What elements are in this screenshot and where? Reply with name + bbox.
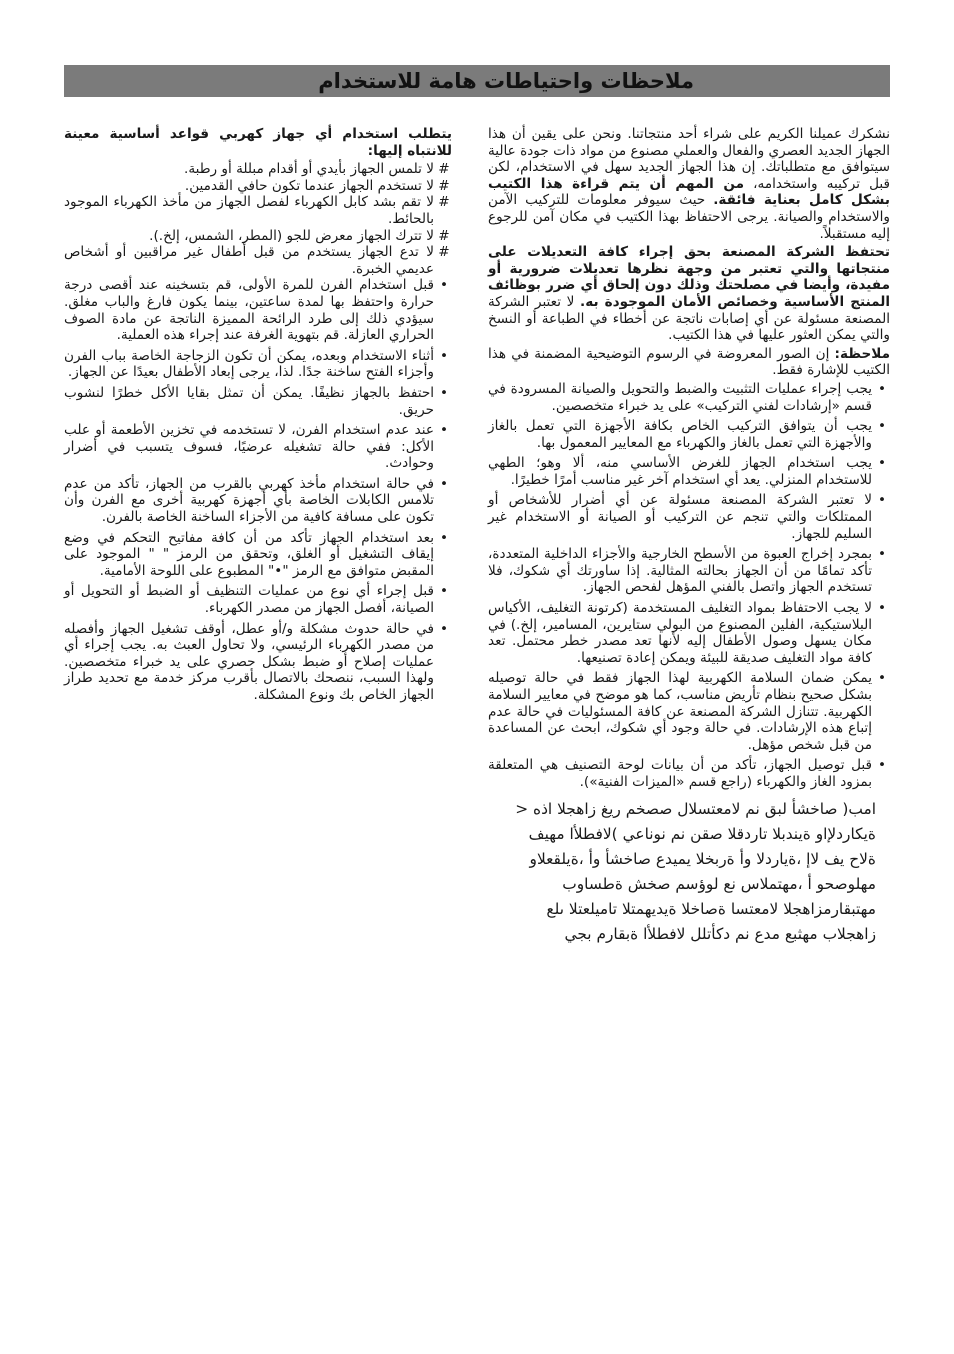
intro-paragraph: [488, 126, 890, 242]
section-heading-text: يتطلب استخدام أي جهاز كهربي قواعد أساسية معينة للانتباه إليها:: [64, 126, 452, 159]
list-item-text: قبل توصيل الجهاز، تأكد من أن بيانات لوحة التصنيف هي المتعلقة بمزود الغاز والكهرباء (راجع قسم «الميزات الفنية»).: [488, 757, 872, 790]
left-bullet-list: [64, 277, 452, 703]
list-item: [488, 418, 890, 451]
list-item-text: قبل إجراء أي نوع من عمليات التنظيف أو الضبط أو التحويل أو الصيانة، أفصل الجهاز من مصدر الكهرباء.: [64, 583, 434, 617]
bullet-marker: •: [877, 492, 887, 509]
mirrored-line: امب( صاخشأ لبق نم لامعتسلال صصخم ريغ زاهجلا اذه <: [515, 799, 876, 818]
bullet-marker: •: [877, 757, 887, 774]
mirrored-line: مهلوصحو أ ،مهتملاس نع لوؤسم صخش ةطساوب: [562, 874, 876, 893]
list-item: [64, 530, 452, 580]
list-item-text: في حالة حدوث مشكلة و/أو عطل، أوقف تشغيل الجهاز وأفصله من مصدر الكهرباء الرئيسي، ولا تحاول العبث به. يجب إجراء أي عمليات إصلاح أو ضبط بشكل حصري على يد خبراء متخصصين. ولهذا السبب، ننصحك بالاتصال بأقرب مركز خدمة مع تحديد طراز الجهاز الخاص بك ونوع المشكلة.: [64, 620, 434, 703]
hash-marker: #: [438, 177, 450, 194]
intro-bold-text: من المهم أن يتم قراءة هذا الكتيب بشكل كامل بعناية فائقة.: [488, 175, 890, 209]
bullet-marker: •: [439, 620, 449, 637]
bullet-marker: •: [439, 347, 449, 364]
list-item-text: لا تترك الجهاز معرض للجو (المطر، الشمس، إلخ.).: [149, 227, 434, 244]
list-item: [64, 348, 452, 381]
list-item: [64, 621, 452, 704]
list-item-text: بعد استخدام الجهاز تأكد من أن كافة مفاتيح التحكم في وضع إيقاف التشغيل أو الغلق، وتحقق من الرمز " " الموجود على المقبض متوافق مع الرمز "•" المطبوع على اللوحة الأمامية.: [64, 529, 434, 579]
list-item-text: بمجرد إخراج العبوة من الأسطح الخارجية والأجزاء الداخلية المتعددة، تأكد تمامًا من أن الجهاز بحالته المثالية. إذا ساورتك أي شكوك، فلا تستخدم الجهاز واتصل بالفني المؤهل لفحص الجهاز.: [488, 546, 872, 596]
bullet-marker: •: [439, 384, 449, 401]
list-item: [64, 228, 452, 245]
list-item-text: أثناء الاستخدام وبعده، يمكن أن تكون الزجاجة الخاصة بباب الفرن وأجزاء الفتح ساخنة جدًا. لذا، يرجى إبعاد الأطفال بعيدًا عن الجهاز.: [64, 347, 434, 381]
list-item: [64, 385, 452, 418]
hash-list: [64, 161, 452, 277]
bullet-marker: •: [877, 418, 887, 435]
list-item: [488, 757, 890, 790]
list-item-text: لا تقم بشد كابل الكهرباء لفصل الجهاز من مأخذ الكهرباء الموجود بالحائط.: [64, 194, 434, 227]
bullet-marker: •: [877, 600, 887, 617]
list-item-text: قبل استخدام الفرن للمرة الأولى، قم بتسخينه عند أقصى درجة حرارة واحتفظ بها لمدة ساعتين، بينما يكون فارغ والباب مغلق. سيؤدي ذلك إلى طرد الرائحة المميزة الناتجة عن مادة الصوف الحراري العازلة. قم بتهوية الغرفة عند إجراء هذه العملية.: [64, 277, 434, 344]
list-item-text: يمكن ضمان السلامة الكهربية لهذا الجهاز فقط في حالة توصيله بشكل صحيح بنظام تأريض مناسب، كما هو موضح في معايير السلامة الكهربية. تتنازل الشركة المصنعة عن كافة المسئوليات في حالة عدم إتباع هذه الإرشادات. في حالة وجود أي شكوك، ابحث عن المساعدة من قبل شخص مؤهل.: [488, 670, 872, 753]
mirrored-line: زاهجلاب مهثبع مدع نم دكأتلل لافطلأا ةبقارم بجي: [564, 924, 876, 943]
hash-marker: #: [438, 161, 450, 178]
list-item-text: لا تدع الجهاز يستخدم من قبل أطفال غير مراقبين أو أشخاص عديمي الخبرة.: [64, 244, 434, 277]
list-item-text: يجب استخدام الجهاز للغرض الأساسي منه، ألا وهو؛ الطهي للاستخدام المنزلي. يعد أي استخدام آخر غير مناسب أمرًا خطيرًا.: [488, 455, 872, 488]
note-label: ملاحظة:: [834, 345, 890, 362]
note-text: إن الصور المعروضة في الرسوم التوضيحية المضمنة في هذا الكتيب للإشارة فقط.: [488, 345, 890, 379]
intro-text: نشكرك عميلنا الكريم على شراء أحد منتجاتنا. ونحن على يقين أن هذا الجهاز الجديد العصري والفعال والعملي مصنوع من مواد ذات جودة عالية سيتوافق مع متطلباتك. إن هذا الجهاز الجديد سهل في الاستخدام، لكن قبل تركيبه واستخدامه،: [488, 126, 891, 192]
list-item: [64, 244, 452, 277]
list-item: [488, 670, 890, 753]
bullet-marker: •: [877, 670, 887, 687]
list-item-text: يجب أن يتوافق التركيب الخاص بكافة الأجهزة التي تعمل بالغاز والأجهزة التي تعمل بالغاز والكهرباء مع المعايير المعمول بها.: [488, 418, 872, 451]
right-bullet-list: [488, 381, 890, 791]
list-item-text: لا تستخدم الجهاز عندما تكون حافي القدمين.: [184, 177, 434, 194]
list-item-text: احتفظ بالجهاز نظيفًا. يمكن أن تمثل بقايا الأكل خطرًا لنشوب حريق.: [64, 384, 434, 418]
bullet-marker: •: [439, 583, 449, 600]
list-item: [488, 492, 890, 542]
bullet-marker: •: [877, 455, 887, 472]
hash-marker: #: [438, 244, 450, 261]
bullet-marker: •: [439, 277, 449, 294]
list-item-text: لا يجب الاحتفاظ بمواد التغليف المستخدمة (كرتونة التغليف، الأكياس البلاستيكية، الفلين المصنوع من البولي ستايرين، المسامير، إلخ.) في مكان يسهل وصول الأطفال إليه لأنها تعد مصدر خطر محتمل. تعد كافة مواد التغليف صديقة للبيئة ويمكن إعادة تصنيعها.: [488, 600, 872, 666]
bullet-marker: •: [877, 380, 887, 397]
bullet-marker: •: [439, 422, 449, 439]
list-item-text: في حالة استخدام مأخذ كهربي بالقرب من الجهاز، تأكد من عدم تلامس الكابلات الخاصة بأي أجهزة كهربية أخرى مع الفرن وأن تكون على مسافة كافية من الأجزاء الساخنة الخاصة بالفرن.: [64, 475, 434, 526]
mirrored-line: ةيكاردلإاو ةيندبلا تاردقلا صقن نم نوناعي )لافطلأا مهيف: [528, 824, 876, 843]
list-item: [64, 161, 452, 178]
mirrored-line: ةلاح يف لاإ ،ةياردلا وأ ةربخلا يميدع صاخشأ وأ ،ةيلقعلاو: [529, 849, 876, 868]
list-item: [488, 600, 890, 666]
rights-bold-text: تحتفظ الشركة المصنعة بحق إجراء كافة التعديلات على منتجاتها والتي تعتبر من وجهة نظرها تعديلات ضرورية أو مفيدة، وأيضا في مصلحتك وذلك دون إلحاق أي ضرر بوظائف المنتج الأساسية وخصائص الأمان الموجودة به.: [488, 244, 890, 310]
bullet-marker: •: [439, 475, 449, 492]
list-item: [64, 277, 452, 343]
right-column: [488, 126, 890, 947]
note-paragraph: [488, 346, 890, 379]
rights-end-text: لا تعتبر الشركة المصنعة مسئولة عن أي إصابات ناتجة عن أخطاء في الطباعة أو النسخ والتي يمكن العثور عليها في هذا الكتيب.: [488, 293, 890, 344]
list-item: [488, 546, 890, 596]
list-item: [488, 455, 890, 488]
list-item-text: عند عدم استخدام الفرن، لا تستخدمه في تخزين الأطعمة أو علب الأكل: ففي حالة تشغيله عرضيًا، فسوف يتسبب في أضرار وحوادث.: [64, 422, 434, 472]
hash-marker: #: [438, 227, 450, 244]
section-header-bar: [64, 65, 890, 97]
bullet-marker: •: [877, 546, 887, 563]
list-item-text: يجب إجراء عمليات التثبيت والضبط والتحويل والصيانة المسرودة في قسم «إرشادات لفني التركيب» على يد خبراء متخصصين.: [488, 380, 872, 414]
hash-marker: #: [438, 194, 450, 211]
rights-paragraph: [488, 244, 890, 344]
intro-end-text: حيث سيوفر معلومات للتركيب الآمن والاستخدام والصيانة. يرجى الاحتفاظ بهذا الكتيب في مكان آمن للرجوع إليه مستقبلاً.: [488, 192, 890, 242]
list-item: [64, 194, 452, 227]
list-item: [64, 583, 452, 616]
list-item-text: لا تعتبر الشركة المصنعة مسئولة عن أي أضرار للأشخاص أو الممتلكات والتي تنجم عن التركيب أو الصيانة أو الاستخدام غير السليم للجهاز.: [488, 492, 872, 542]
section-heading: [64, 126, 452, 159]
list-item-text: لا تلمس الجهاز بأيدي أو أقدام مبللة أو رطبة.: [184, 161, 434, 178]
list-item: [64, 422, 452, 472]
mirrored-line: مهتبقارمزاهجلا لامعتسا ةصاخلا ةيديهمتلا تاميلعتلا ىلع: [546, 899, 876, 918]
list-item: [488, 381, 890, 414]
bullet-marker: •: [439, 529, 449, 546]
left-column: [64, 126, 452, 708]
mirrored-warning-block: [488, 797, 890, 947]
page-title: ملاحظات واحتياطات هامة للاستخدام: [318, 69, 694, 93]
list-item: [64, 476, 452, 526]
list-item: [64, 178, 452, 195]
